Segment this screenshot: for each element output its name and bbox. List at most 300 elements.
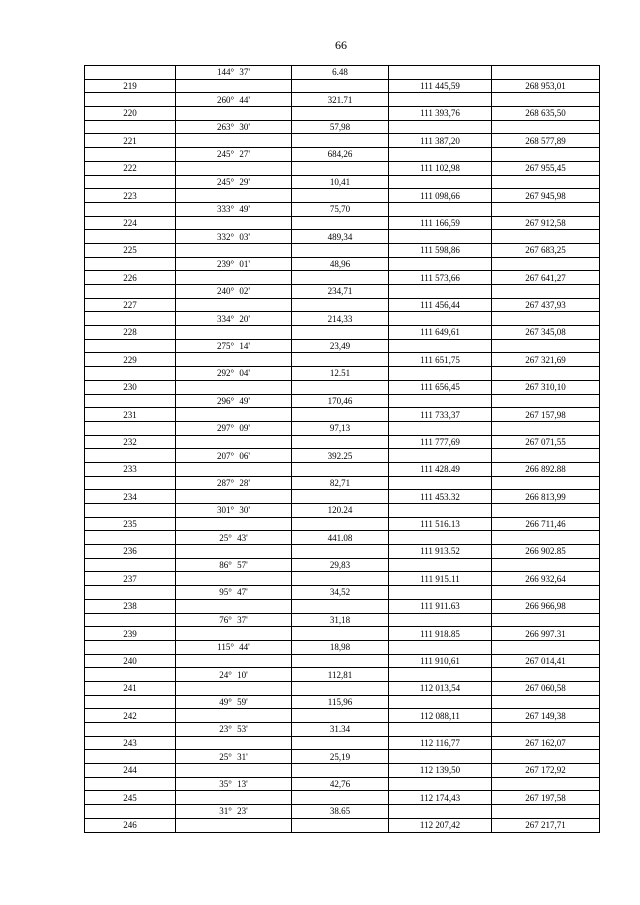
x-coordinate-cell: 111 456,44	[389, 298, 492, 312]
y-coordinate-cell	[492, 476, 600, 490]
y-coordinate-cell	[492, 230, 600, 244]
point-row	[85, 79, 600, 93]
point-number-cell	[85, 285, 176, 299]
point-number-cell: 220	[85, 107, 176, 121]
direction-angle-cell	[176, 353, 292, 367]
point-number-cell	[85, 476, 176, 490]
x-coordinate-cell	[389, 805, 492, 819]
point-number-cell	[85, 421, 176, 435]
distance-cell	[292, 326, 389, 340]
point-row	[85, 736, 600, 750]
distance-cell: 82,71	[292, 476, 389, 490]
direction-angle-cell	[176, 599, 292, 613]
point-row	[85, 189, 600, 203]
y-coordinate-cell	[492, 586, 600, 600]
x-coordinate-cell: 111 445,59	[389, 79, 492, 93]
segment-row	[85, 312, 600, 326]
distance-cell	[292, 791, 389, 805]
distance-cell: 18,98	[292, 640, 389, 654]
distance-cell	[292, 572, 389, 586]
point-number-cell: 221	[85, 134, 176, 148]
x-coordinate-cell: 111 656,45	[389, 380, 492, 394]
direction-angle-cell	[176, 462, 292, 476]
x-coordinate-cell: 111 918.85	[389, 627, 492, 641]
segment-row	[85, 750, 600, 764]
y-coordinate-cell: 267 641,27	[492, 271, 600, 285]
x-coordinate-cell: 111 915.11	[389, 572, 492, 586]
point-row	[85, 627, 600, 641]
segment-row	[85, 66, 600, 80]
point-number-cell	[85, 613, 176, 627]
direction-angle-cell: 25° 43'	[176, 531, 292, 545]
direction-angle-cell	[176, 326, 292, 340]
y-coordinate-cell	[492, 640, 600, 654]
direction-angle-cell	[176, 791, 292, 805]
direction-angle-cell: 240° 02'	[176, 285, 292, 299]
x-coordinate-cell	[389, 202, 492, 216]
x-coordinate-cell	[389, 66, 492, 80]
direction-angle-cell: 24° 10'	[176, 668, 292, 682]
y-coordinate-cell: 267 172,92	[492, 764, 600, 778]
segment-row	[85, 586, 600, 600]
direction-angle-cell	[176, 134, 292, 148]
x-coordinate-cell: 111 428.49	[389, 462, 492, 476]
x-coordinate-cell	[389, 613, 492, 627]
coordinates-table-body	[85, 66, 600, 833]
direction-angle-cell: 260° 44'	[176, 93, 292, 107]
point-row	[85, 134, 600, 148]
y-coordinate-cell: 267 683,25	[492, 243, 600, 257]
x-coordinate-cell: 111 573,66	[389, 271, 492, 285]
distance-cell	[292, 189, 389, 203]
y-coordinate-cell	[492, 312, 600, 326]
point-row	[85, 161, 600, 175]
y-coordinate-cell	[492, 175, 600, 189]
y-coordinate-cell: 266 902.85	[492, 545, 600, 559]
point-number-cell: 246	[85, 818, 176, 832]
point-row	[85, 545, 600, 559]
coordinates-table	[84, 65, 600, 833]
y-coordinate-cell	[492, 695, 600, 709]
x-coordinate-cell: 111 516.13	[389, 517, 492, 531]
segment-row	[85, 449, 600, 463]
x-coordinate-cell	[389, 449, 492, 463]
x-coordinate-cell	[389, 120, 492, 134]
distance-cell: 42,76	[292, 777, 389, 791]
y-coordinate-cell: 268 635,50	[492, 107, 600, 121]
direction-angle-cell: 287° 28'	[176, 476, 292, 490]
y-coordinate-cell: 267 945,98	[492, 189, 600, 203]
distance-cell: 75,70	[292, 202, 389, 216]
segment-row	[85, 613, 600, 627]
point-number-cell: 229	[85, 353, 176, 367]
point-number-cell	[85, 723, 176, 737]
point-row	[85, 408, 600, 422]
segment-row	[85, 367, 600, 381]
x-coordinate-cell	[389, 367, 492, 381]
distance-cell	[292, 161, 389, 175]
direction-angle-cell: 115° 44'	[176, 640, 292, 654]
direction-angle-cell: 35° 13'	[176, 777, 292, 791]
distance-cell	[292, 353, 389, 367]
direction-angle-cell: 207° 06'	[176, 449, 292, 463]
segment-row	[85, 695, 600, 709]
distance-cell: 48,96	[292, 257, 389, 271]
distance-cell: 12.51	[292, 367, 389, 381]
point-row	[85, 107, 600, 121]
segment-row	[85, 257, 600, 271]
y-coordinate-cell: 268 953,01	[492, 79, 600, 93]
distance-cell	[292, 107, 389, 121]
distance-cell: 441.08	[292, 531, 389, 545]
distance-cell	[292, 271, 389, 285]
segment-row	[85, 175, 600, 189]
x-coordinate-cell: 111 393,76	[389, 107, 492, 121]
point-number-cell	[85, 202, 176, 216]
y-coordinate-cell: 267 345,08	[492, 326, 600, 340]
segment-row	[85, 339, 600, 353]
x-coordinate-cell	[389, 175, 492, 189]
point-row	[85, 216, 600, 230]
point-number-cell: 238	[85, 599, 176, 613]
point-row	[85, 462, 600, 476]
y-coordinate-cell	[492, 449, 600, 463]
point-number-cell	[85, 586, 176, 600]
point-row	[85, 791, 600, 805]
y-coordinate-cell: 267 912,58	[492, 216, 600, 230]
distance-cell: 392.25	[292, 449, 389, 463]
direction-angle-cell: 292° 04'	[176, 367, 292, 381]
point-row	[85, 818, 600, 832]
distance-cell: 25,19	[292, 750, 389, 764]
distance-cell	[292, 709, 389, 723]
x-coordinate-cell	[389, 750, 492, 764]
x-coordinate-cell	[389, 421, 492, 435]
point-number-cell	[85, 668, 176, 682]
x-coordinate-cell: 111 166,59	[389, 216, 492, 230]
y-coordinate-cell: 266 966,98	[492, 599, 600, 613]
y-coordinate-cell: 266 932,64	[492, 572, 600, 586]
direction-angle-cell: 25° 31'	[176, 750, 292, 764]
direction-angle-cell	[176, 243, 292, 257]
distance-cell: 57,98	[292, 120, 389, 134]
x-coordinate-cell: 111 910,61	[389, 654, 492, 668]
point-number-cell: 244	[85, 764, 176, 778]
y-coordinate-cell	[492, 120, 600, 134]
point-row	[85, 271, 600, 285]
point-row	[85, 353, 600, 367]
y-coordinate-cell	[492, 668, 600, 682]
point-row	[85, 572, 600, 586]
x-coordinate-cell: 112 174,43	[389, 791, 492, 805]
distance-cell: 34,52	[292, 586, 389, 600]
direction-angle-cell	[176, 572, 292, 586]
y-coordinate-cell	[492, 93, 600, 107]
point-number-cell: 231	[85, 408, 176, 422]
y-coordinate-cell: 266 892.88	[492, 462, 600, 476]
x-coordinate-cell	[389, 394, 492, 408]
point-row	[85, 490, 600, 504]
distance-cell	[292, 408, 389, 422]
point-number-cell: 242	[85, 709, 176, 723]
segment-row	[85, 285, 600, 299]
point-number-cell: 227	[85, 298, 176, 312]
direction-angle-cell: 275° 14'	[176, 339, 292, 353]
segment-row	[85, 93, 600, 107]
distance-cell: 112,81	[292, 668, 389, 682]
distance-cell	[292, 517, 389, 531]
x-coordinate-cell	[389, 723, 492, 737]
segment-row	[85, 531, 600, 545]
direction-angle-cell	[176, 79, 292, 93]
y-coordinate-cell: 266 711,46	[492, 517, 600, 531]
point-number-cell	[85, 640, 176, 654]
point-number-cell	[85, 93, 176, 107]
point-number-cell: 223	[85, 189, 176, 203]
direction-angle-cell: 76° 37'	[176, 613, 292, 627]
point-row	[85, 764, 600, 778]
direction-angle-cell: 334° 20'	[176, 312, 292, 326]
segment-row	[85, 558, 600, 572]
y-coordinate-cell: 267 071,55	[492, 435, 600, 449]
point-number-cell: 235	[85, 517, 176, 531]
y-coordinate-cell	[492, 202, 600, 216]
y-coordinate-cell	[492, 285, 600, 299]
direction-angle-cell: 245° 27'	[176, 148, 292, 162]
point-number-cell: 237	[85, 572, 176, 586]
point-number-cell: 243	[85, 736, 176, 750]
direction-angle-cell: 144° 37'	[176, 66, 292, 80]
direction-angle-cell: 49° 59'	[176, 695, 292, 709]
x-coordinate-cell	[389, 640, 492, 654]
x-coordinate-cell	[389, 148, 492, 162]
point-number-cell: 241	[85, 681, 176, 695]
distance-cell	[292, 654, 389, 668]
direction-angle-cell: 86° 57'	[176, 558, 292, 572]
x-coordinate-cell: 111 913.52	[389, 545, 492, 559]
y-coordinate-cell	[492, 66, 600, 80]
distance-cell	[292, 764, 389, 778]
distance-cell: 38.65	[292, 805, 389, 819]
direction-angle-cell: 239° 01'	[176, 257, 292, 271]
distance-cell	[292, 627, 389, 641]
direction-angle-cell	[176, 189, 292, 203]
distance-cell	[292, 380, 389, 394]
direction-angle-cell	[176, 818, 292, 832]
point-number-cell	[85, 230, 176, 244]
direction-angle-cell	[176, 490, 292, 504]
distance-cell	[292, 298, 389, 312]
point-row	[85, 654, 600, 668]
x-coordinate-cell: 112 088,11	[389, 709, 492, 723]
y-coordinate-cell: 266 813,99	[492, 490, 600, 504]
segment-row	[85, 668, 600, 682]
distance-cell: 684,26	[292, 148, 389, 162]
x-coordinate-cell	[389, 257, 492, 271]
direction-angle-cell: 332° 03'	[176, 230, 292, 244]
x-coordinate-cell	[389, 285, 492, 299]
point-number-cell	[85, 504, 176, 518]
point-number-cell: 222	[85, 161, 176, 175]
y-coordinate-cell: 266 997.31	[492, 627, 600, 641]
direction-angle-cell	[176, 380, 292, 394]
x-coordinate-cell: 111 649,61	[389, 326, 492, 340]
segment-row	[85, 202, 600, 216]
distance-cell: 31.34	[292, 723, 389, 737]
point-number-cell	[85, 312, 176, 326]
x-coordinate-cell: 112 116,77	[389, 736, 492, 750]
direction-angle-cell: 23° 53'	[176, 723, 292, 737]
x-coordinate-cell: 111 102,98	[389, 161, 492, 175]
y-coordinate-cell	[492, 558, 600, 572]
segment-row	[85, 421, 600, 435]
direction-angle-cell	[176, 107, 292, 121]
x-coordinate-cell: 112 013,54	[389, 681, 492, 695]
direction-angle-cell: 263° 30'	[176, 120, 292, 134]
y-coordinate-cell: 267 162,07	[492, 736, 600, 750]
y-coordinate-cell: 267 321,69	[492, 353, 600, 367]
y-coordinate-cell: 267 955,45	[492, 161, 600, 175]
point-number-cell: 234	[85, 490, 176, 504]
x-coordinate-cell	[389, 93, 492, 107]
distance-cell: 115,96	[292, 695, 389, 709]
distance-cell	[292, 599, 389, 613]
x-coordinate-cell	[389, 668, 492, 682]
y-coordinate-cell	[492, 148, 600, 162]
point-number-cell: 245	[85, 791, 176, 805]
distance-cell: 97,13	[292, 421, 389, 435]
page-number: 66	[335, 38, 347, 52]
point-row	[85, 298, 600, 312]
y-coordinate-cell	[492, 421, 600, 435]
direction-angle-cell	[176, 517, 292, 531]
point-number-cell: 224	[85, 216, 176, 230]
point-number-cell	[85, 175, 176, 189]
distance-cell	[292, 134, 389, 148]
point-row	[85, 243, 600, 257]
direction-angle-cell: 333° 49'	[176, 202, 292, 216]
distance-cell	[292, 736, 389, 750]
x-coordinate-cell	[389, 312, 492, 326]
point-number-cell	[85, 695, 176, 709]
x-coordinate-cell	[389, 695, 492, 709]
point-number-cell: 230	[85, 380, 176, 394]
direction-angle-cell	[176, 764, 292, 778]
point-row	[85, 681, 600, 695]
point-number-cell: 240	[85, 654, 176, 668]
distance-cell: 321.71	[292, 93, 389, 107]
distance-cell	[292, 681, 389, 695]
y-coordinate-cell	[492, 777, 600, 791]
point-number-cell: 239	[85, 627, 176, 641]
point-number-cell	[85, 805, 176, 819]
direction-angle-cell	[176, 216, 292, 230]
x-coordinate-cell: 111 098,66	[389, 189, 492, 203]
direction-angle-cell	[176, 161, 292, 175]
point-number-cell	[85, 367, 176, 381]
direction-angle-cell: 301° 30'	[176, 504, 292, 518]
point-number-cell	[85, 531, 176, 545]
direction-angle-cell	[176, 435, 292, 449]
y-coordinate-cell: 267 437,93	[492, 298, 600, 312]
direction-angle-cell	[176, 627, 292, 641]
distance-cell	[292, 243, 389, 257]
distance-cell: 31,18	[292, 613, 389, 627]
y-coordinate-cell	[492, 805, 600, 819]
direction-angle-cell	[176, 709, 292, 723]
x-coordinate-cell: 111 777,69	[389, 435, 492, 449]
segment-row	[85, 723, 600, 737]
direction-angle-cell	[176, 298, 292, 312]
distance-cell: 10,41	[292, 175, 389, 189]
segment-row	[85, 777, 600, 791]
y-coordinate-cell: 267 060,58	[492, 681, 600, 695]
point-number-cell	[85, 558, 176, 572]
x-coordinate-cell: 112 207,42	[389, 818, 492, 832]
direction-angle-cell: 296° 49'	[176, 394, 292, 408]
x-coordinate-cell: 111 911.63	[389, 599, 492, 613]
point-row	[85, 380, 600, 394]
distance-cell	[292, 462, 389, 476]
direction-angle-cell: 245° 29'	[176, 175, 292, 189]
y-coordinate-cell: 267 217,71	[492, 818, 600, 832]
point-number-cell	[85, 449, 176, 463]
y-coordinate-cell	[492, 504, 600, 518]
direction-angle-cell: 95° 47'	[176, 586, 292, 600]
point-row	[85, 599, 600, 613]
x-coordinate-cell: 112 139,50	[389, 764, 492, 778]
y-coordinate-cell: 267 310,10	[492, 380, 600, 394]
x-coordinate-cell: 111 453.32	[389, 490, 492, 504]
y-coordinate-cell	[492, 750, 600, 764]
distance-cell: 29,83	[292, 558, 389, 572]
distance-cell: 6.48	[292, 66, 389, 80]
point-number-cell: 228	[85, 326, 176, 340]
segment-row	[85, 394, 600, 408]
point-number-cell	[85, 148, 176, 162]
distance-cell: 120.24	[292, 504, 389, 518]
point-number-cell	[85, 394, 176, 408]
y-coordinate-cell	[492, 394, 600, 408]
segment-row	[85, 230, 600, 244]
x-coordinate-cell	[389, 586, 492, 600]
segment-row	[85, 504, 600, 518]
y-coordinate-cell: 268 577,89	[492, 134, 600, 148]
point-number-cell	[85, 66, 176, 80]
point-number-cell: 236	[85, 545, 176, 559]
distance-cell: 170,46	[292, 394, 389, 408]
segment-row	[85, 120, 600, 134]
segment-row	[85, 148, 600, 162]
distance-cell: 214,33	[292, 312, 389, 326]
point-number-cell: 226	[85, 271, 176, 285]
y-coordinate-cell: 267 197,58	[492, 791, 600, 805]
y-coordinate-cell: 267 149,38	[492, 709, 600, 723]
y-coordinate-cell	[492, 257, 600, 271]
x-coordinate-cell	[389, 504, 492, 518]
y-coordinate-cell	[492, 613, 600, 627]
direction-angle-cell	[176, 736, 292, 750]
x-coordinate-cell	[389, 476, 492, 490]
direction-angle-cell	[176, 654, 292, 668]
x-coordinate-cell	[389, 230, 492, 244]
direction-angle-cell	[176, 408, 292, 422]
distance-cell	[292, 818, 389, 832]
distance-cell	[292, 216, 389, 230]
point-row	[85, 435, 600, 449]
distance-cell: 489,34	[292, 230, 389, 244]
point-number-cell	[85, 257, 176, 271]
